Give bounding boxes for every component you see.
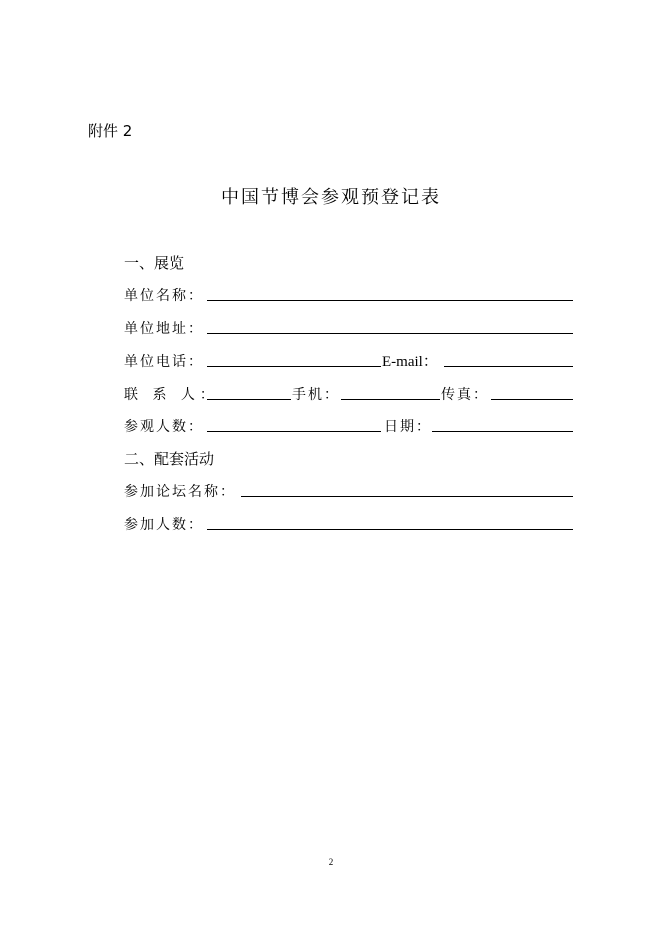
annex-label: 附件 2 [88,122,133,140]
forum-name-field[interactable] [241,496,573,497]
contact-label: 联 系 人： [124,387,219,403]
visitor-count-label: 参观人数： [124,419,204,435]
mobile-field[interactable] [341,399,440,400]
unit-phone-field[interactable] [207,366,381,367]
email-label: E-mail： [382,354,438,370]
section-heading-activities: 二、配套活动 [124,450,215,468]
contact-field[interactable] [207,399,291,400]
section-heading-exhibition: 一、展览 [124,254,185,272]
date-field[interactable] [432,431,573,432]
visitor-count-field[interactable] [207,431,381,432]
participant-count-label: 参加人数： [124,517,204,533]
date-label: 日期： [384,419,432,435]
mobile-label: 手机： [292,387,340,403]
fax-field[interactable] [491,399,573,400]
form-title: 中国节博会参观预登记表 [221,187,441,208]
unit-name-field[interactable] [207,300,573,301]
unit-address-field[interactable] [207,333,573,334]
fax-label: 传真： [441,387,489,403]
unit-address-label: 单位地址： [124,321,204,337]
participant-count-field[interactable] [207,529,573,530]
unit-name-label: 单位名称： [124,288,204,304]
forum-name-label: 参加论坛名称： [124,484,236,500]
email-field[interactable] [444,366,573,367]
page-number: 2 [328,857,334,867]
unit-phone-label: 单位电话： [124,354,204,370]
